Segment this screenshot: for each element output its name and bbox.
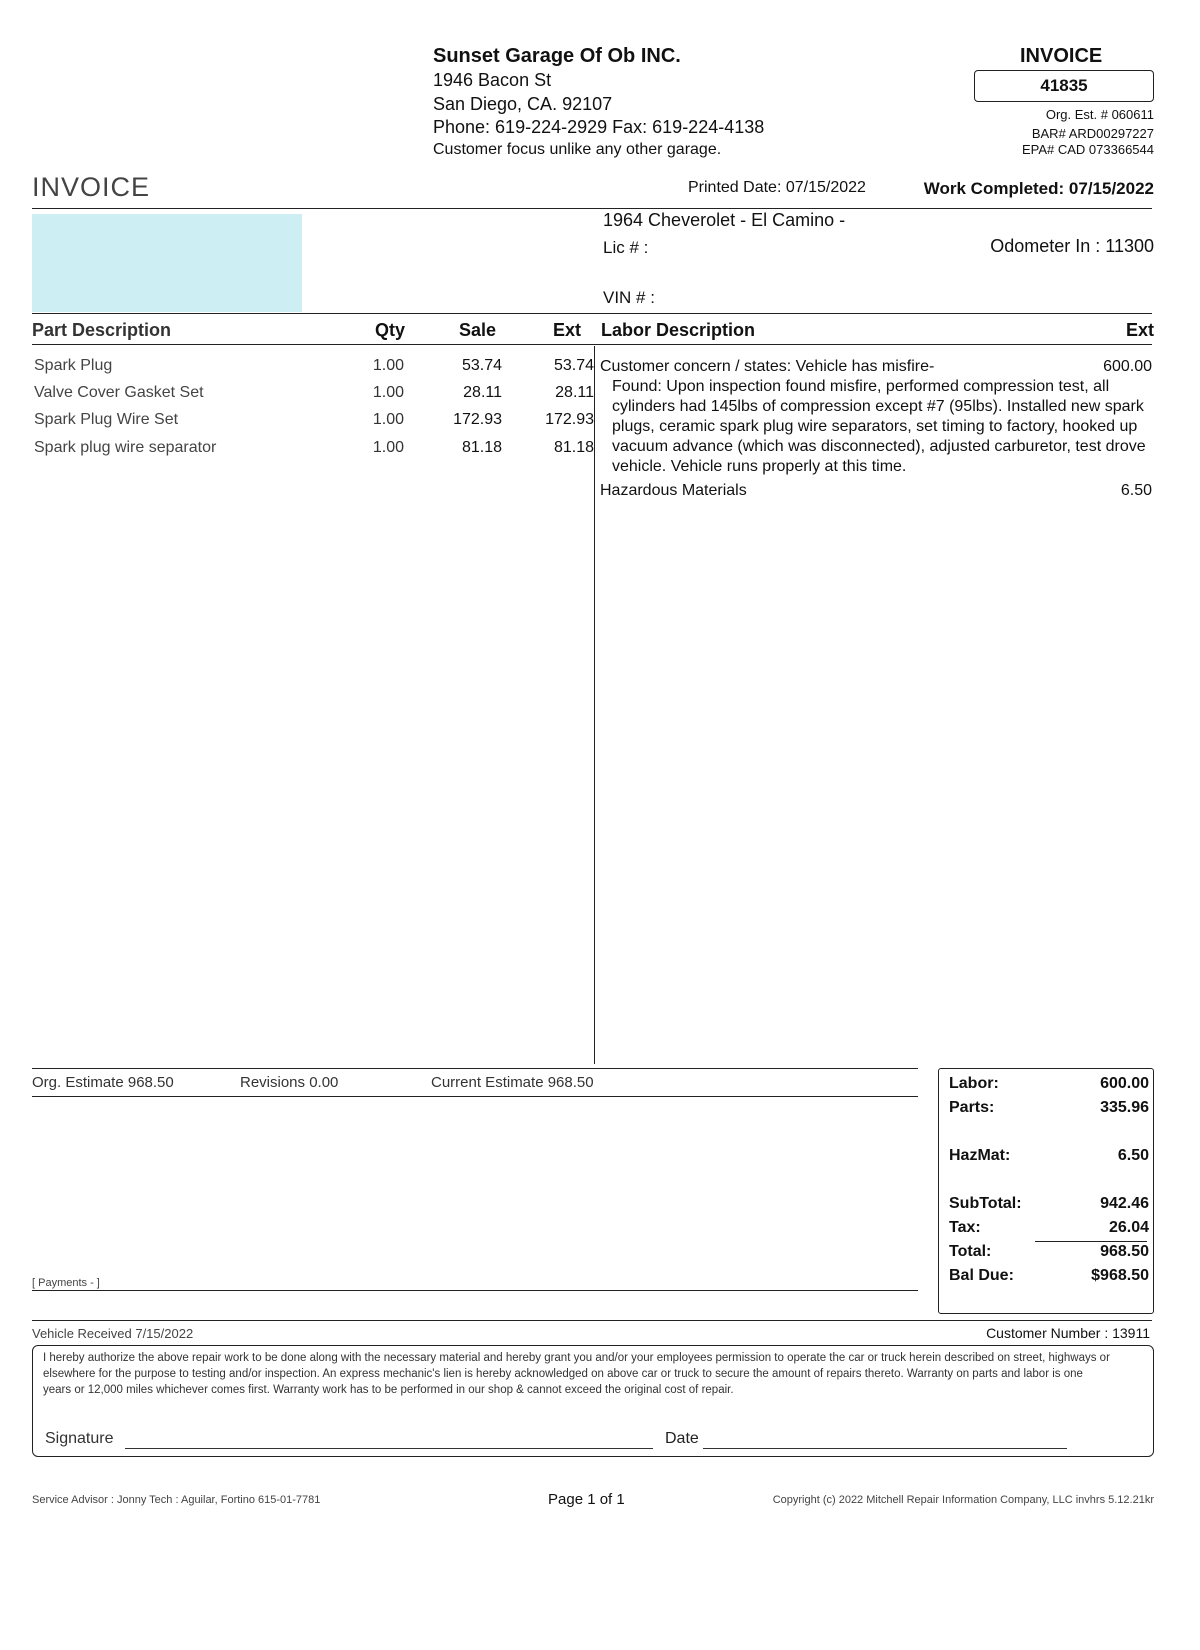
revisions: Revisions 0.00 — [240, 1074, 339, 1091]
table-top-line — [32, 313, 1152, 314]
org-est-number: Org. Est. # 060611 — [1045, 107, 1154, 122]
totals-tax — [949, 1219, 1149, 1241]
totals-total — [949, 1243, 1149, 1265]
part-qty: 1.00 — [372, 439, 404, 456]
part-row — [34, 384, 594, 410]
signature-label: Signature — [45, 1430, 114, 1447]
labor-ext-header: Ext — [1125, 320, 1154, 340]
payments-label: [ Payments - ] — [32, 1277, 100, 1289]
totals-bal-due-label: Bal Due: — [949, 1267, 1014, 1284]
hazmat-row — [600, 481, 1152, 501]
hazmat-label: Hazardous Materials — [600, 482, 747, 499]
vehicle-description: 1964 Cheverolet - El Camino - — [603, 210, 846, 230]
copyright: Copyright (c) 2022 Mitchell Repair Information Company, LLC invhrs 5.12.21kr — [772, 1494, 1154, 1506]
authorization-box — [32, 1345, 1154, 1457]
totals-tax-value: 26.04 — [1108, 1219, 1149, 1236]
part-sale: 28.11 — [463, 384, 502, 401]
totals-labor-label: Labor: — [949, 1075, 999, 1092]
part-ext: 81.18 — [553, 439, 594, 456]
footer-top-line — [32, 1320, 1152, 1321]
redacted-customer-info — [32, 214, 302, 312]
part-sale: 81.18 — [461, 439, 502, 456]
column-divider — [594, 346, 595, 1064]
totals-bal-due-value: $968.50 — [1091, 1267, 1149, 1284]
sale-header: Sale — [459, 320, 497, 340]
totals-tax-label: Tax: — [949, 1219, 981, 1236]
org-estimate: Org. Estimate 968.50 — [32, 1074, 174, 1091]
totals-labor — [949, 1075, 1149, 1097]
epa-number: EPA# CAD 073366544 — [1021, 142, 1154, 157]
company-address-1: 1946 Bacon St — [433, 70, 552, 90]
date-line[interactable] — [703, 1448, 1067, 1449]
totals-subtotal-value: 942.46 — [1100, 1195, 1149, 1212]
labor-section — [600, 357, 1152, 501]
work-completed-date: Work Completed: 07/15/2022 — [923, 179, 1154, 198]
totals-hazmat-value: 6.50 — [1117, 1147, 1149, 1164]
payments-line — [32, 1290, 918, 1291]
company-name: Sunset Garage Of Ob INC. — [433, 45, 681, 67]
totals-subtotal-label: SubTotal: — [949, 1195, 1022, 1212]
labor-concern: Customer concern / states: Vehicle has misfire- — [600, 358, 935, 375]
part-ext: 28.11 — [555, 384, 594, 401]
totals-box — [938, 1068, 1154, 1314]
part-row — [34, 439, 594, 465]
totals-parts-value: 335.96 — [1100, 1099, 1149, 1116]
part-sale: 172.93 — [453, 411, 502, 428]
totals-hazmat — [949, 1147, 1149, 1169]
part-qty: 1.00 — [372, 384, 404, 401]
totals-hazmat-label: HazMat: — [949, 1147, 1011, 1164]
invoice-number: 41835 — [1040, 76, 1088, 95]
labor-concern-amount: 600.00 — [1103, 358, 1152, 375]
customer-number: Customer Number : 13911 — [986, 1325, 1150, 1341]
labor-description-header: Labor Description — [601, 320, 756, 340]
bar-number: BAR# ARD00297227 — [1031, 126, 1154, 141]
invoice-title: INVOICE — [32, 172, 151, 202]
total-rule — [1035, 1241, 1147, 1242]
date-label: Date — [665, 1430, 699, 1447]
part-description: Spark plug wire separator — [34, 439, 217, 456]
qty-header: Qty — [375, 320, 406, 340]
totals-parts — [949, 1099, 1149, 1121]
company-phone-fax: Phone: 619-224-2929 Fax: 619-224-4138 — [433, 117, 765, 137]
part-description: Spark Plug Wire Set — [34, 411, 179, 428]
part-description-header: Part Description — [32, 320, 172, 340]
part-description: Valve Cover Gasket Set — [34, 384, 204, 401]
page-number: Page 1 of 1 — [548, 1491, 625, 1508]
header-divider — [32, 208, 1152, 209]
part-description: Spark Plug — [34, 357, 113, 374]
totals-total-value: 968.50 — [1100, 1243, 1149, 1260]
part-row — [34, 411, 594, 437]
estimate-bottom-line — [32, 1096, 918, 1097]
part-ext: 53.74 — [553, 357, 594, 374]
labor-concern-row — [600, 357, 1152, 377]
current-estimate: Current Estimate 968.50 — [431, 1074, 594, 1091]
part-qty: 1.00 — [372, 411, 404, 428]
totals-labor-value: 600.00 — [1100, 1075, 1149, 1092]
totals-bal-due — [949, 1267, 1149, 1289]
odometer-in: Odometer In : 11300 — [990, 236, 1154, 256]
invoice-label: INVOICE — [1020, 45, 1103, 67]
totals-parts-label: Parts: — [949, 1099, 995, 1116]
service-advisor: Service Advisor : Jonny Tech : Aguilar, Fortino 615-01-7781 — [32, 1494, 321, 1506]
printed-date: Printed Date: 07/15/2022 — [688, 179, 866, 196]
totals-subtotal — [949, 1195, 1149, 1217]
part-ext: 172.93 — [545, 411, 594, 428]
part-sale: 53.74 — [461, 357, 502, 374]
labor-detail: Found: Upon inspection found misfire, performed compression test, all cylinders had 145lbs of compression except #7 (95lbs). Installed new spark plugs, ceramic spark plug wire separators, set timing to factory, hooked up vacuum advance (which was disconnected), adjusted carburetor, test drove vehicle. Vehicle runs properly at this time. — [612, 378, 1146, 475]
vehicle-received: Vehicle Received 7/15/2022 — [32, 1326, 194, 1341]
vin-number: VIN # : — [603, 288, 655, 307]
hazmat-amount: 6.50 — [1120, 482, 1152, 499]
company-tagline: Customer focus unlike any other garage. — [433, 141, 722, 158]
invoice-number-box — [974, 70, 1154, 102]
license-number: Lic # : — [603, 238, 649, 257]
company-address-2: San Diego, CA. 92107 — [433, 94, 613, 114]
authorization-text: I hereby authorize the above repair work to be done along with the necessary material and hereby grant you and/or your employees permission to operate the car or truck herein described on street, highways or elsewhere for the purpose to testing and/or inspection. An express mechanic's lien is hereby acknowledged on above car or truck to secure the amount of repairs thereto. Warranty on parts and labor is one years or 12,000 miles whichever comes first. Warranty work has to be performed in our shop & cannot exceed the original cost of repair. — [43, 1352, 1110, 1396]
totals-total-label: Total: — [949, 1243, 992, 1260]
signature-line[interactable] — [125, 1448, 653, 1449]
estimate-top-line — [32, 1068, 918, 1069]
ext-header: Ext — [553, 320, 582, 340]
table-header-line — [32, 344, 1152, 345]
part-qty: 1.00 — [372, 357, 404, 374]
part-row — [34, 357, 594, 383]
